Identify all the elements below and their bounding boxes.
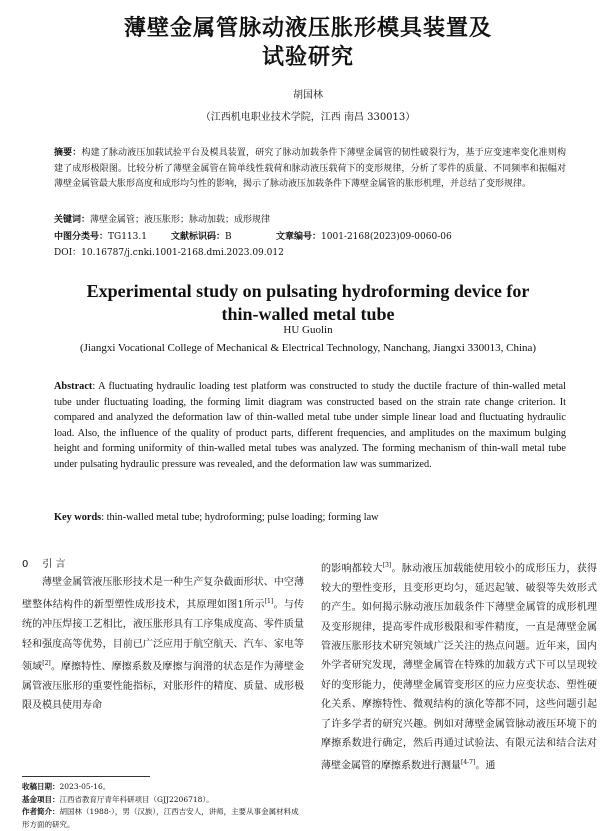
chinese-title (0, 14, 616, 72)
doc-code-value: B (225, 232, 232, 242)
english-abstract-text: : A fluctuating hydraulic loading test platform was constructed to study the ductile fracture of thin-walled metal tube under fluctuating loading, the forming limit diagram was constructed based on the strain rate change criterion. It compared and analyzed the deformation law of thin-walled metal tube under simple linear load and fluctuating hydraulic load. Also, the influence of the quality of product parts, different frequencies, and amplitudes on the maximum bulging height and forming uniformity of thin-walled metal tubes was analyzed. The forming mechanism of thin-wall metal tube under pulsating hydraulic pressure was revealed, and the deformation law was summarized. (54, 381, 566, 470)
article-number-value: 1001-2168(2023)09-0060-06 (321, 232, 452, 242)
citation-1[interactable]: [1] (264, 598, 274, 606)
footnote-fund-label: 基金项目： (22, 794, 60, 804)
chinese-title-line-2: 试验研究 (261, 45, 354, 70)
footnotes (22, 781, 304, 831)
footnote-author (22, 806, 304, 831)
chinese-title-line-1: 薄壁金属管脉动液压胀形模具装置及 (123, 16, 492, 41)
chinese-author: 胡国林 (293, 90, 323, 101)
chinese-keywords (54, 212, 270, 225)
footnote-author-value: 胡国林（1988-），男（汉族），江西吉安人，讲师，主要从事金属材料成形方面的研究。 (22, 807, 299, 829)
footnote-author-label: 作者简介： (22, 807, 60, 816)
right-column (321, 556, 597, 776)
english-affiliation: (Jiangxi Vocational College of Mechanical & Electrical Technology, Nanchang, Jiangxi 330013, China) (79, 342, 537, 354)
section-title: 引 言 (42, 559, 66, 570)
clc-label: 中图分类号： (54, 232, 109, 242)
chinese-keywords-text: 薄壁金属管；液压胀形；脉动加载；成形规律 (90, 215, 271, 225)
chinese-abstract (54, 146, 566, 193)
english-title (0, 280, 616, 326)
intro-text-segment: 。摩擦特性、摩擦系数及摩擦与润滑的状态是作为薄壁金属管液压胀形的重要性能指标，对胀形件的精度、质量、成形极限及模具使用寿命 (22, 661, 305, 712)
chinese-abstract-label: 摘要： (54, 148, 82, 158)
doi-label: DOI： (54, 248, 82, 258)
chinese-abstract-text: 构建了脉动液压加载试验平台及模具装置，研究了脉动加载条件下薄壁金属管的韧性破裂行为，基于应变速率变化准则构建了成形极限图。比较分析了薄壁金属管在简单线性载荷和脉动液压载荷下的变形规律，分析了零件的质量、不同频率和振幅对薄壁金属管最大胀形高度和成形均匀性的影响，揭示了脉动液压加载条件下薄壁金属管的胀形机理，并总结了变形规律。 (54, 148, 566, 189)
chinese-keywords-label: 关键词： (54, 215, 91, 225)
english-abstract (54, 379, 566, 473)
english-title-line-1: Experimental study on pulsating hydroforming device for (86, 281, 530, 301)
classification-line (54, 229, 452, 242)
doc-code-label: 文献标识码： (171, 232, 226, 242)
citation-4-7[interactable]: [4-7] (461, 759, 476, 767)
footnote-fund-value: 江西省教育厅青年科研项目（GJJ2206718）。 (59, 794, 214, 804)
doi-value[interactable]: 10.16787/j.cnki.1001-2168.dmi.2023.09.012 (81, 248, 284, 258)
footnote-received (22, 781, 304, 794)
section-number: 0 (22, 559, 29, 570)
english-keywords-label: Key words (54, 512, 102, 523)
citation-3[interactable]: [3] (382, 562, 392, 569)
english-keywords-text: : thin-walled metal tube; hydroforming; pulse loading; forming law (101, 512, 379, 523)
intro-text-segment: 。脉动液压加载能使用较小的成形压力，获得较大的塑性变形，且变形更均匀，延迟起皱、破裂等失效形式的产生。如何揭示脉动液压加载条件下薄壁金属管的成形机理及变形规律，提高零件成形极限和零件精度，一直是薄壁金属管液压胀形技术研究领域广泛关注的热点问题。近年来，国内外学者研究发现，薄壁金属管在特殊的加载方式下可以呈现较好的变形能力，使薄壁金属管变形区的应力应变状态、塑性硬化关系、摩擦特性、微观结构的演化等都不同，这些问题引起了许多学者的研究兴趣。例如对薄壁金属管脉动液压环境下的摩擦系数进行确定，然后再通过试验法、有限元法和结合法对薄壁金属管的摩擦系数进行测量 (321, 563, 598, 772)
left-column (22, 556, 304, 716)
citation-2[interactable]: [2] (42, 659, 51, 667)
intro-paragraph-1 (22, 573, 304, 716)
intro-text-segment: 。与传统的冲压焊接工艺相比，液压胀形具有工序集成度高、零件质量轻和强度高等优势，目前已广泛应用于航空航天、汽车、家电等领域 (22, 599, 304, 673)
chinese-affiliation: （江西机电职业技术学院，江西 南昌 330013） (200, 112, 416, 123)
english-keywords (54, 512, 566, 523)
intro-text-segment: 薄壁金属管液压胀形技术是一种生产复杂截面形状、中空薄壁整体结构件的新型塑性成形技术，其原理如图1所示 (22, 577, 304, 611)
intro-text-segment: 。通 (475, 760, 496, 772)
footnote-divider (22, 776, 150, 777)
clc-value: TG113.1 (108, 232, 147, 242)
footnote-received-value: 2023-05-16。 (59, 782, 111, 791)
english-abstract-label: Abstract (54, 381, 93, 392)
section-heading-introduction (22, 556, 304, 573)
article-number-label: 文章编号： (276, 232, 322, 242)
intro-paragraph-continued (321, 556, 597, 776)
footnote-fund (22, 794, 304, 807)
intro-text-segment: 的影响都较大 (321, 563, 383, 575)
footnote-received-label: 收稿日期： (22, 782, 60, 791)
english-title-line-2: thin-walled metal tube (221, 304, 395, 324)
english-author: HU Guolin (283, 324, 333, 336)
doi-line (54, 245, 284, 258)
